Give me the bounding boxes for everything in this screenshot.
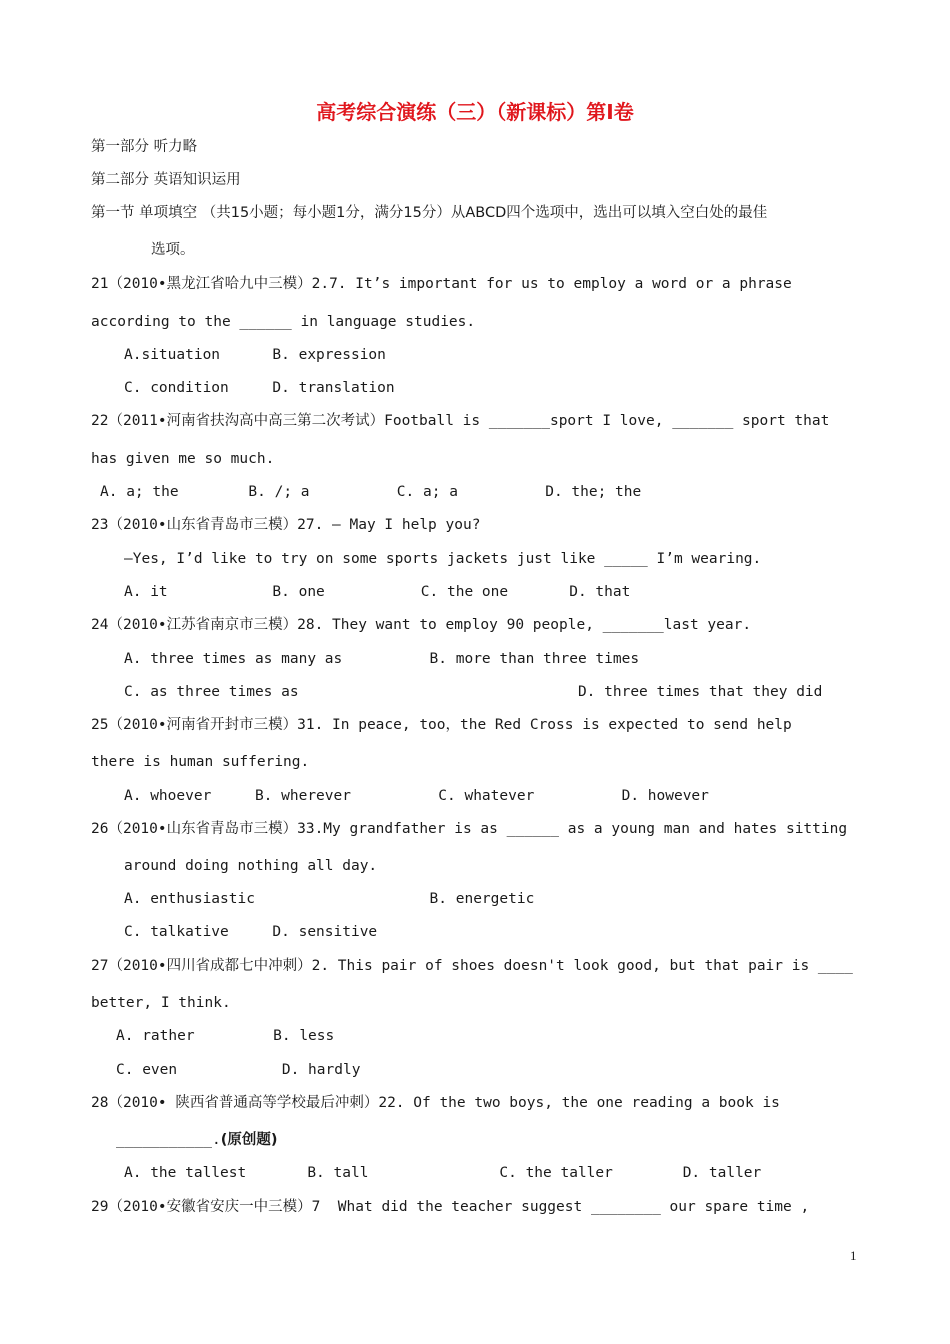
question-stem-cont: —Yes, I’d like to try on some sports jackets just like _____ I’m wearing. — [124, 551, 762, 567]
part-one-heading: 第一部分 听力略 — [91, 139, 198, 155]
original-question-tag: (原创题) — [220, 1132, 278, 1148]
question-options: C. talkative D. sensitive — [124, 924, 378, 940]
question-stem: 27（2010•四川省成都七中冲刺）2. This pair of shoes doesn't look good, but that pair is ____ — [91, 958, 853, 974]
question-stem: 25（2010•河南省开封市三模）31. In peace, too，the Red Cross is expected to send help — [91, 717, 792, 733]
question-options: A. enthusiastic B. energetic — [124, 891, 535, 907]
question-stem-cont: has given me so much. — [91, 451, 275, 467]
question-stem-cont — [116, 1131, 278, 1149]
question-stem: 29（2010•安徽省安庆一中三模）7 What did the teacher suggest ________ our spare time , — [91, 1199, 810, 1215]
question-stem: 26（2010•山东省青岛市三模）33.My grandfather is as ______ as a young man and hates sitting — [91, 821, 848, 837]
question-stem: 21（2010•黑龙江省哈九中三模）2.7. It’s important for us to employ a word or a phrase — [91, 276, 792, 292]
question-stem: 28（2010• 陕西省普通高等学校最后冲刺）22. Of the two boys, the one reading a book is — [91, 1095, 780, 1111]
question-options: A. whoever B. wherever C. whatever D. however — [124, 788, 709, 804]
question-options: A. the tallest B. tall C. the taller D. taller — [124, 1165, 762, 1181]
question-stem: 23（2010•山东省青岛市三模）27. — May I help you? — [91, 517, 481, 533]
page-number: 1 — [850, 1248, 857, 1263]
question-options: A. rather B. less — [116, 1028, 335, 1044]
question-options: A. a; the B. /; a C. a; a D. the; the — [100, 484, 642, 500]
question-stem: 22（2011•河南省扶沟高中高三第二次考试）Football is _______sport I love, _______ sport that — [91, 413, 830, 429]
question-stem-cont: around doing nothing all day. — [124, 858, 378, 874]
question-options: A. three times as many as B. more than three times — [124, 651, 640, 667]
part-two-heading: 第二部分 英语知识运用 — [91, 172, 241, 188]
question-stem-cont: there is human suffering. — [91, 754, 310, 770]
section-one-instructions-cont: 选项。 — [151, 242, 195, 258]
question-options: C. as three times as D. three times that they did — [124, 684, 823, 700]
question-options: C. even D. hardly — [116, 1062, 361, 1078]
section-one-instructions: 第一节 单项填空 （共15小题；每小题1分，满分15分）从ABCD四个选项中，选出可以填入空白处的最佳 — [91, 205, 768, 221]
question-options: A. it B. one C. the one D. that — [124, 584, 631, 600]
question-stem-cont: better, I think. — [91, 995, 231, 1011]
question-stem-cont: according to the ______ in language studies. — [91, 314, 476, 330]
question-options: A.situation B. expression — [124, 347, 386, 363]
page-title: 高考综合演练（三）（新课标）第I卷 — [316, 100, 634, 124]
answer-blank: ___________. — [116, 1132, 221, 1148]
question-options: C. condition D. translation — [124, 380, 395, 396]
question-stem: 24（2010•江苏省南京市三模）28. They want to employ 90 people, _______last year. — [91, 617, 752, 633]
